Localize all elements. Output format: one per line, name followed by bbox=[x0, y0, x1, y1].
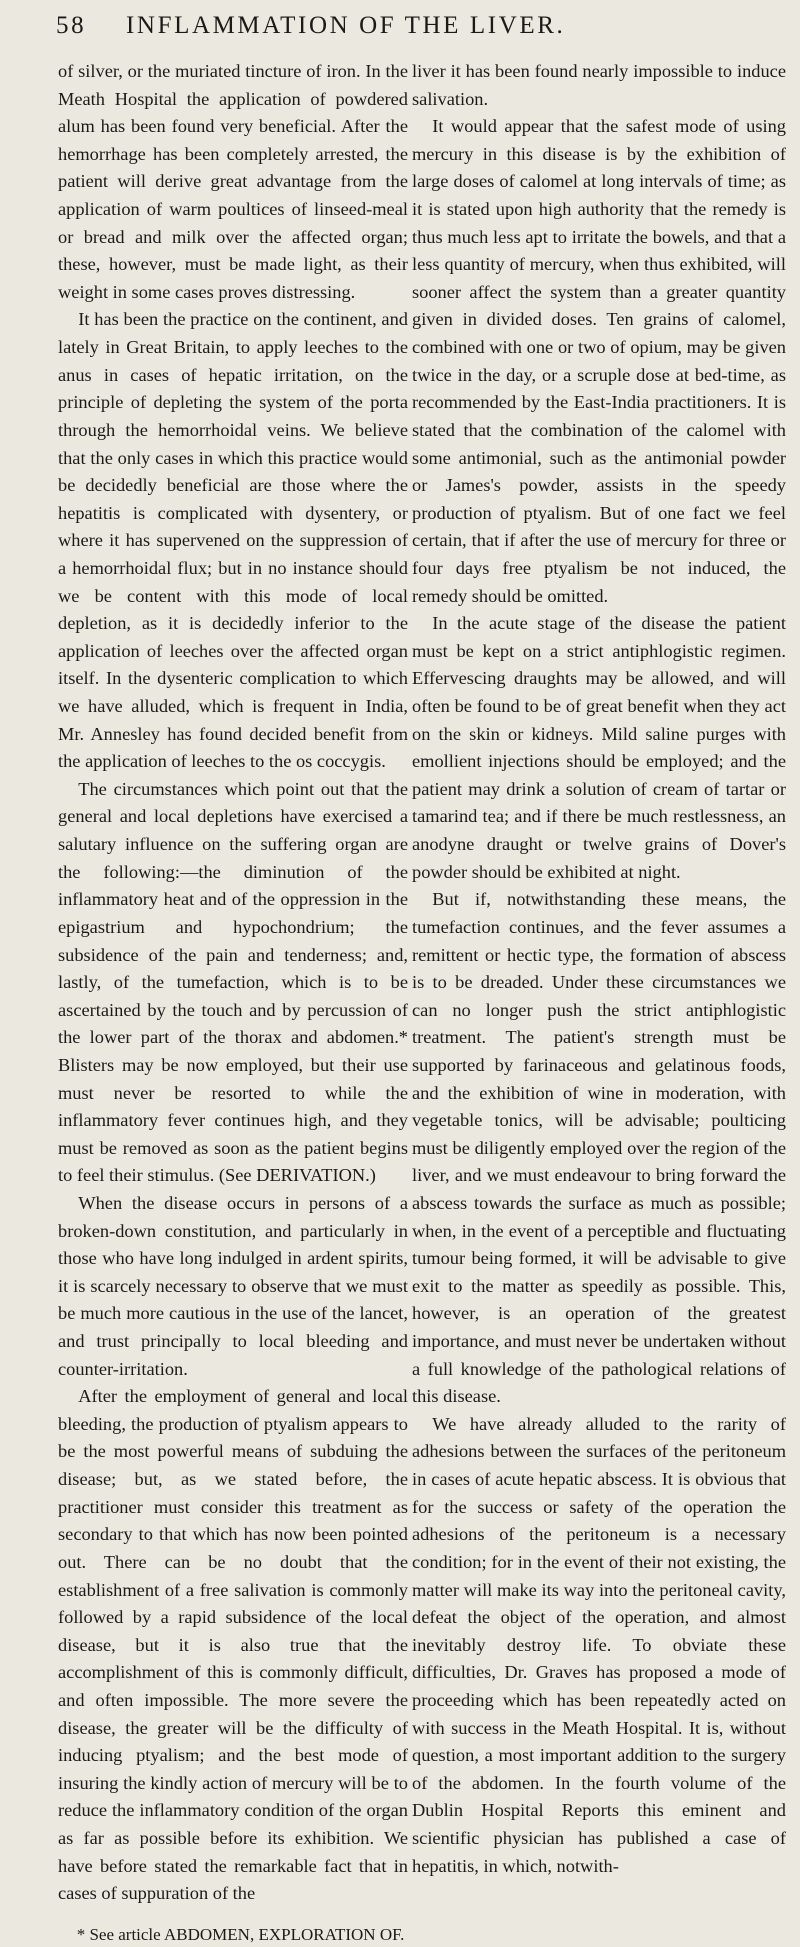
paragraph: We have already alluded to the rarity of adhesions between the surfaces of the peritoneum in cases of acute hepatic abscess. It is obvious that for the success or safety of the operation the adhesions of the peritoneum is a necessary condition; for in the event of their not existing, the matter will make its way into the peritoneal cavity, defeat the object of the operation, and almost inevitably destroy life. To obviate these difficulties, Dr. Graves has proposed a mode of proceeding which has been repeatedly acted on with success in the Meath Hospital. It is, without question, a most important addition to the surgery of the abdomen. In the fourth volume of the Dublin Hospital Reports this eminent and scientific physician has published a case of hepatitis, in which, notwith- bbox=[412, 1413, 786, 1876]
right-column bbox=[412, 58, 786, 1880]
paragraph: It has been the practice on the continent, and lately in Great Britain, to apply leeches to the anus in cases of hepatic irritation, on the principle of depleting the system of the porta through the hemorrhoidal veins. We believe that the only cases in which this practice would be decidedly beneficial are those where the hepatitis is complicated with dysentery, or where it has supervened on the suppression of a hemorrhoidal flux; but in no instance should we be content with this mode of local depletion, as it is decidedly inferior to the application of leeches over the affected organ itself. In the dysenteric complication to which we have alluded, which is frequent in India, Mr. Annesley has found decided benefit from the application of leeches to the os coccygis. bbox=[58, 309, 408, 772]
paragraph: After the employment of general and local bleeding, the production of ptyalism appears to be the most powerful means of subduing the disease; but, as we stated before, the practitioner must consider this treatment as secondary to that which has now been pointed out. There can be no doubt that the establishment of a free salivation is commonly followed by a rapid subsidence of the local disease, but it is also true that the accomplishment of this is commonly difficult, and often impossible. The more severe the disease, the greater will be the difficulty of inducing ptyalism; and the best mode of insuring the kindly action of mercury will be to reduce the inflammatory condition of the organ as far as possible before its exhibition. We have before stated the remarkable fact that in cases of suppuration of the bbox=[58, 1386, 408, 1904]
paragraph: The circumstances which point out that the general and local depletions have exercised a salutary influence on the suffering organ are the following:—the diminution of the inflammatory heat and of the oppression in the epigastrium and hypochondrium; the subsidence of the pain and tenderness; and, lastly, of the tumefaction, which is to be ascertained by the touch and by percussion of the lower part of the thorax and abdomen.* Blisters may be now employed, but their use must never be resorted to while the inflammatory fever continues high, and they must be removed as soon as the patient begins to feel their stimulus. (See DERIVATION.) bbox=[58, 778, 408, 1186]
paragraph: liver it has been found nearly impossible to induce salivation. bbox=[412, 61, 786, 109]
paragraph: of silver, or the muriated tincture of iron. In the Meath Hospital the application of powdered alum has been found very beneficial. After the hemorrhage has been completely arrested, the patient will derive great advantage from the application of warm poultices of linseed-meal or bread and milk over the affected organ; these, however, must be made light, as their weight in some cases proves distressing. bbox=[58, 61, 408, 302]
page-header bbox=[56, 10, 782, 50]
paragraph: In the acute stage of the disease the patient must be kept on a strict antiphlogistic regimen. Effervescing draughts may be allowed, and will often be found to be of great benefit when they act on the skin or kidneys. Mild saline purges with emollient injections should be employed; and the patient may drink a solution of cream of tartar or tamarind tea; and if there be much restlessness, an anodyne draught or twelve grains of Dover's powder should be exhibited at night. bbox=[412, 613, 786, 882]
page-number: 58 bbox=[56, 12, 87, 39]
left-column bbox=[58, 58, 408, 1947]
running-head: INFLAMMATION OF THE LIVER. bbox=[126, 12, 566, 39]
paragraph: When the disease occurs in persons of a broken-down constitution, and particularly in those who have long indulged in ardent spirits, it is scarcely necessary to observe that we must be much more cautious in the use of the lancet, and trust principally to local bleeding and counter-irritation. bbox=[58, 1192, 408, 1379]
paragraph: It would appear that the safest mode of using mercury in this disease is by the exhibition of large doses of calomel at long intervals of time; as it is stated upon high authority that the remedy is thus much less apt to irritate the bowels, and that a less quantity of mercury, when thus exhibited, will sooner affect the system than a greater quantity given in divided doses. Ten grains of calomel, combined with one or two of opium, may be given twice in the day, or a scruple dose at bed-time, as recommended by the East-India practitioners. It is stated that the combination of the calomel with some antimonial, such as the antimonial powder or James's powder, assists in the speedy production of ptyalism. But of one fact we feel certain, that if after the use of mercury for three or four days free ptyalism be not induced, the remedy should be omitted. bbox=[412, 116, 786, 606]
paragraph: But if, notwithstanding these means, the tumefaction continues, and the fever assumes a remittent or hectic type, the formation of abscess is to be dreaded. Under these circumstances we can no longer push the strict antiphlogistic treatment. The patient's strength must be supported by farinaceous and gelatinous foods, and the exhibition of wine in moderation, with vegetable tonics, will be advisable; poulticing must be diligently employed over the region of the liver, and we must endeavour to bring forward the abscess towards the surface as much as possible; when, in the event of a perceptible and fluctuating tumour being formed, it will be advisable to give exit to the matter as speedily as possible. This, however, is an operation of the greatest importance, and must never be undertaken without a full knowledge of the pathological relations of this disease. bbox=[412, 889, 786, 1407]
footnote: * See article ABDOMEN, EXPLORATION OF. bbox=[76, 1924, 405, 1944]
